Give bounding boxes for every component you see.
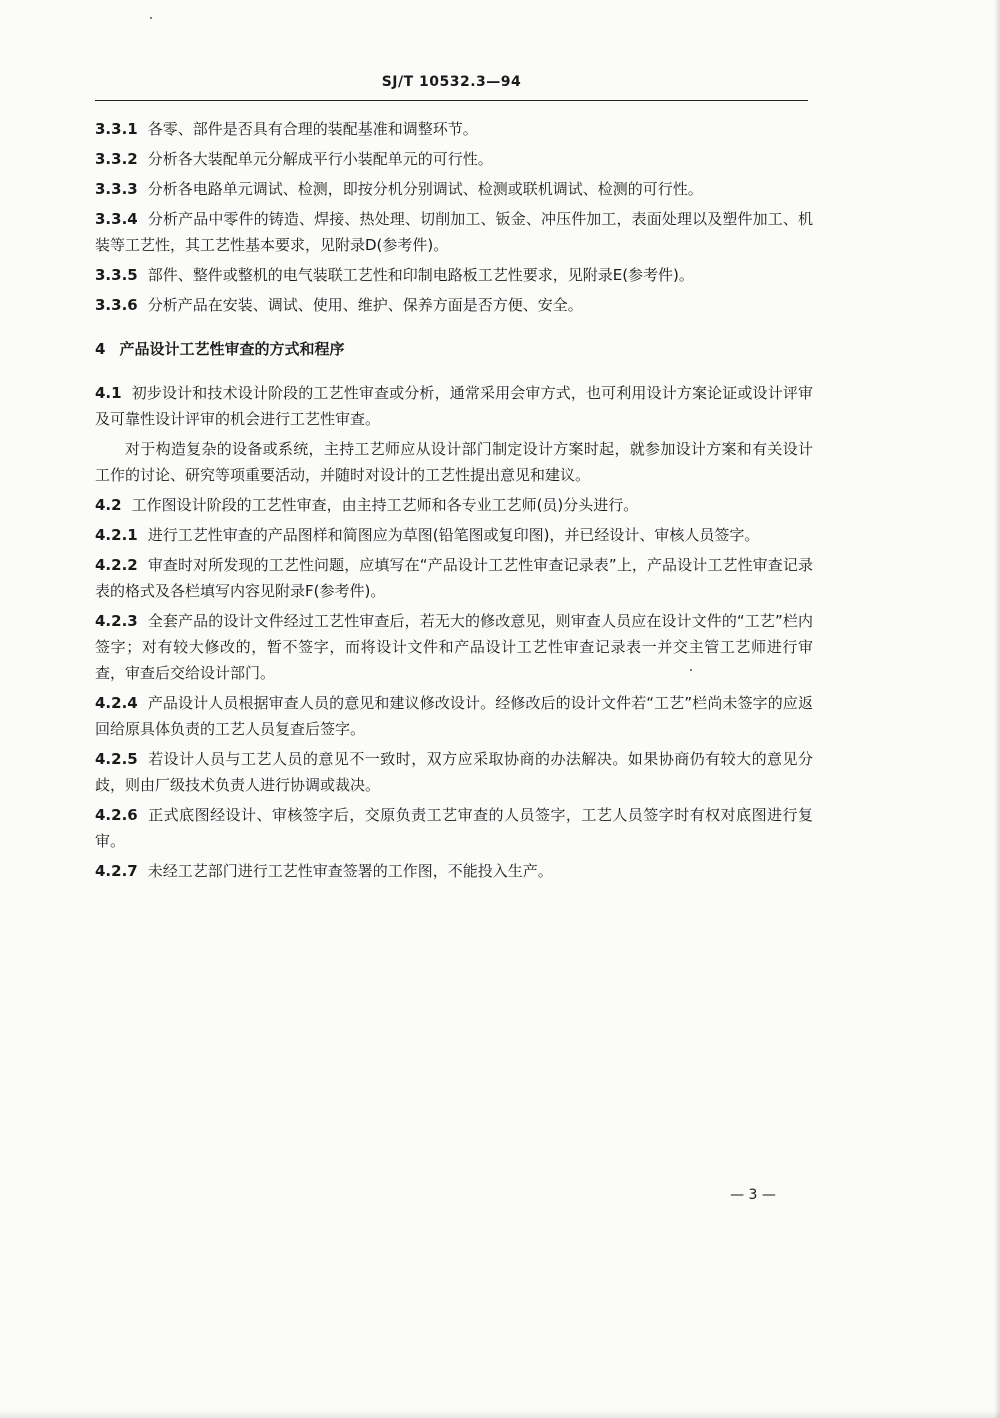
clause-number: 3.3.1 — [95, 120, 138, 138]
clause-text: 未经工艺部门进行工艺性审查签署的工作图，不能投入生产。 — [147, 862, 553, 880]
clause-3-3-5 — [95, 262, 813, 288]
clause-number: 4.2 — [95, 496, 122, 514]
scan-speck — [150, 17, 152, 19]
clause-3-3-2 — [95, 146, 813, 172]
header-rule — [95, 100, 808, 101]
clause-text: 分析各电路单元调试、检测，即按分机分别调试、检测或联机调试、检测的可行性。 — [147, 180, 703, 198]
clause-text: 进行工艺性审查的产品图样和简图应为草图(铅笔图或复印图)，并已经设计、审核人员签字。 — [147, 526, 760, 544]
page-number: — 3 — — [730, 1187, 776, 1203]
clause-number: 3.3.3 — [95, 180, 138, 198]
clause-4-2-7 — [95, 858, 813, 884]
clause-text: 部件、整件或整机的电气装联工艺性和印制电路板工艺性要求，见附录E(参考件)。 — [147, 266, 694, 284]
clause-3-3-6 — [95, 292, 813, 318]
document-code-header: SJ/T 10532.3—94 — [381, 74, 522, 90]
clause-number: 3.3.5 — [95, 266, 138, 284]
clause-text: 初步设计和技术设计阶段的工艺性审查或分析，通常采用会审方式，也可利用设计方案论证或设计评审及可靠性设计评审的机会进行工艺性审查。 — [95, 384, 813, 428]
clause-text: 对于构造复杂的设备或系统，主持工艺师应从设计部门制定设计方案时起，就参加设计方案和有关设计工作的讨论、研究等项重要活动，并随时对设计的工艺性提出意见和建议。 — [95, 440, 813, 484]
clause-4-2-2 — [95, 552, 813, 604]
clause-4-2-3 — [95, 608, 813, 686]
clause-number: 3.3.4 — [95, 210, 138, 228]
section-4-heading — [95, 336, 813, 362]
clause-number: 4.2.7 — [95, 862, 138, 880]
clause-number: 4.2.6 — [95, 806, 138, 824]
clause-text: 正式底图经设计、审核签字后，交原负责工艺审查的人员签字，工艺人员签字时有权对底图进行复审。 — [95, 806, 813, 850]
clause-number: 3.3.2 — [95, 150, 138, 168]
page-bottom-shadow — [0, 1410, 1000, 1418]
section-title: 产品设计工艺性审查的方式和程序 — [119, 340, 345, 358]
clause-text: 审查时对所发现的工艺性问题，应填写在“产品设计工艺性审查记录表”上，产品设计工艺性审查记录表的格式及各栏填写内容见附录F(参考件)。 — [95, 556, 813, 600]
clause-4-1 — [95, 380, 813, 432]
page-edge-shadow — [994, 0, 1000, 1418]
clause-4-2-1 — [95, 522, 813, 548]
clause-text: 分析各大装配单元分解成平行小装配单元的可行性。 — [147, 150, 493, 168]
clause-4-2 — [95, 492, 813, 518]
clause-text: 各零、部件是否具有合理的装配基准和调整环节。 — [147, 120, 478, 138]
section-number: 4 — [95, 340, 106, 358]
clause-number: 4.2.2 — [95, 556, 138, 574]
clause-4-1-paragraph — [95, 436, 813, 488]
clause-4-2-6 — [95, 802, 813, 854]
clause-text: 全套产品的设计文件经过工艺性审查后，若无大的修改意见，则审查人员应在设计文件的“工艺”栏内签字；对有较大修改的，暂不签字，而将设计文件和产品设计工艺性审查记录表一并交主管工艺师进行审查，审查后交给设计部门。 — [95, 612, 813, 682]
clause-number: 4.2.4 — [95, 694, 138, 712]
clause-3-3-3 — [95, 176, 813, 202]
clause-3-3-4 — [95, 206, 813, 258]
clause-text: 分析产品在安装、调试、使用、维护、保养方面是否方便、安全。 — [147, 296, 583, 314]
clause-text: 分析产品中零件的铸造、焊接、热处理、切削加工、钣金、冲压件加工，表面处理以及塑件加工、机装等工艺性，其工艺性基本要求，见附录D(参考件)。 — [95, 210, 813, 254]
clause-3-3-1 — [95, 116, 813, 142]
clause-text: 产品设计人员根据审查人员的意见和建议修改设计。经修改后的设计文件若“工艺”栏尚未签字的应返回给原具体负责的工艺人员复查后签字。 — [95, 694, 813, 738]
document-body — [95, 116, 813, 888]
clause-4-2-4 — [95, 690, 813, 742]
clause-number: 4.2.5 — [95, 750, 138, 768]
clause-number: 3.3.6 — [95, 296, 138, 314]
clause-number: 4.2.1 — [95, 526, 138, 544]
clause-number: 4.2.3 — [95, 612, 138, 630]
clause-4-2-5 — [95, 746, 813, 798]
clause-number: 4.1 — [95, 384, 122, 402]
clause-text: 若设计人员与工艺人员的意见不一致时，双方应采取协商的办法解决。如果协商仍有较大的意见分歧，则由厂级技术负责人进行协调或裁决。 — [95, 750, 813, 794]
clause-text: 工作图设计阶段的工艺性审查，由主持工艺师和各专业工艺师(员)分头进行。 — [131, 496, 639, 514]
